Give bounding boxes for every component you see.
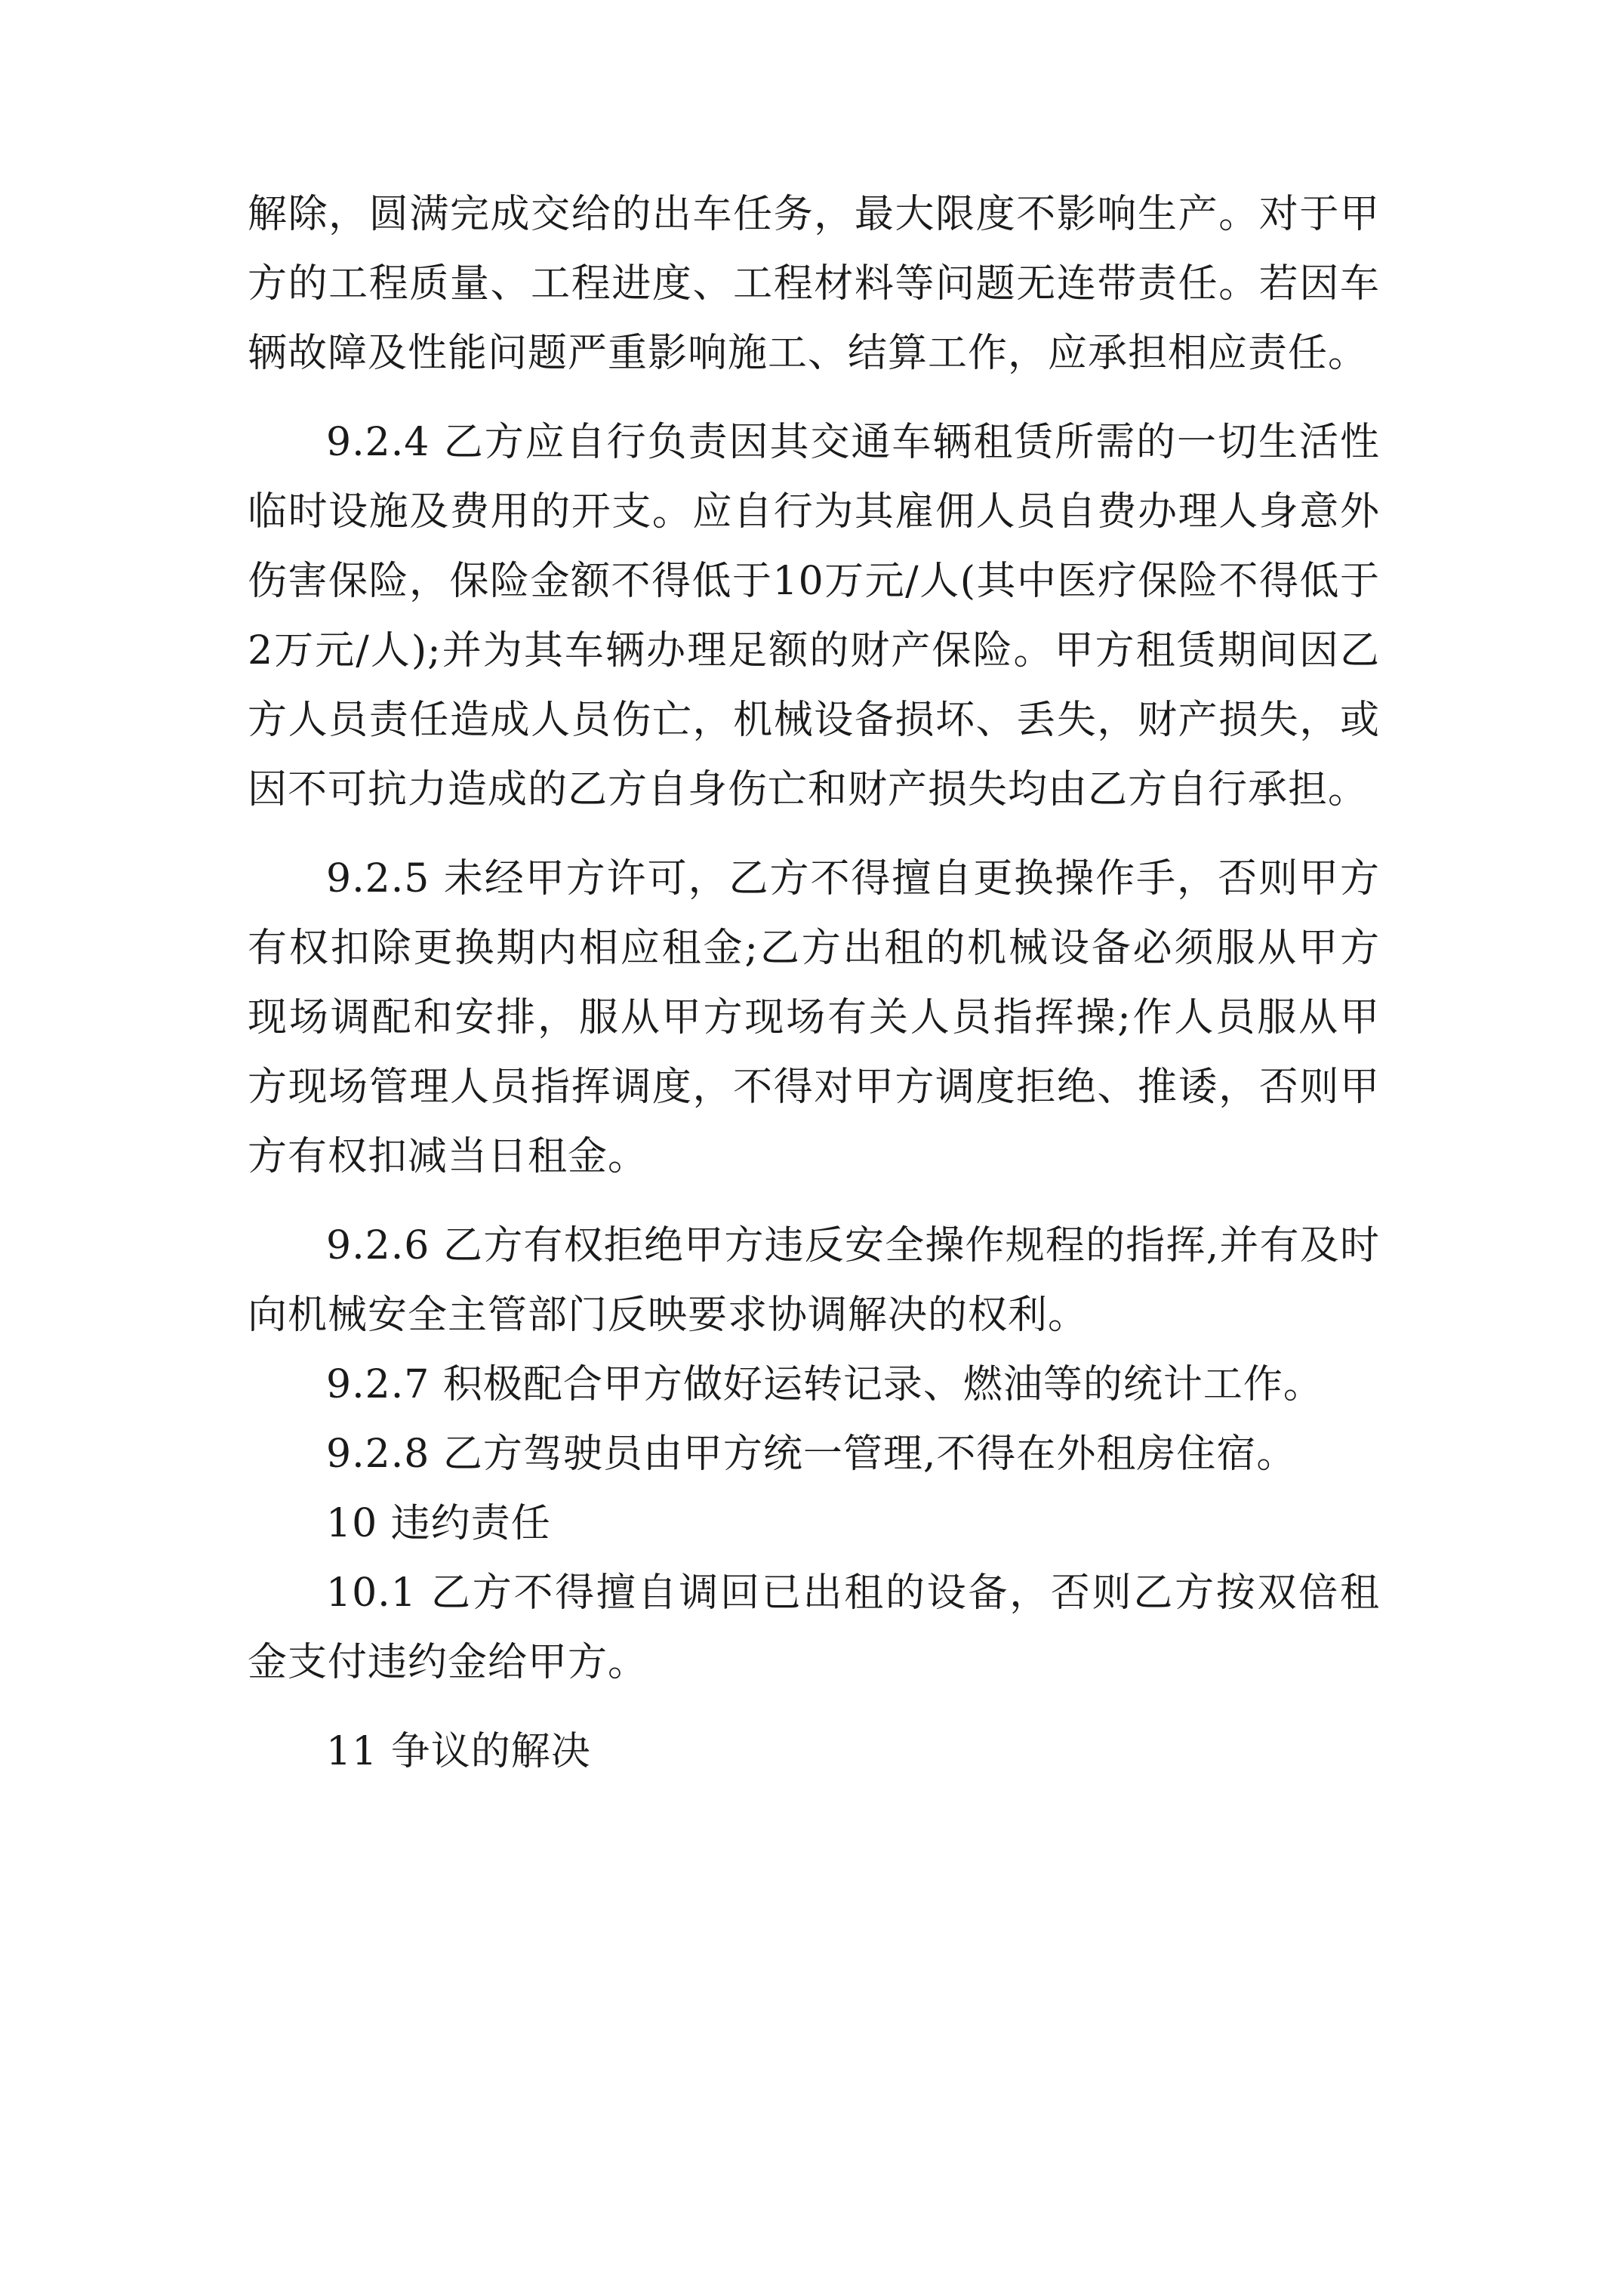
paragraph-9-2-7: 9.2.7 积极配合甲方做好运转记录、燃油等的统计工作。 <box>326 1362 1323 1407</box>
paragraph-9-2-6: 9.2.6 乙方有权拒绝甲方违反安全操作规程的指挥,并有及时向机械安全主管部门反映要求协调解决的权利。 <box>248 1223 1380 1338</box>
section-heading-11: 11 争议的解决 <box>326 1729 591 1774</box>
section-heading-10: 10 违约责任 <box>326 1501 551 1546</box>
paragraph-10-1: 10.1 乙方不得擅自调回已出租的设备，否则乙方按双倍租金支付违约金给甲方。 <box>248 1570 1380 1685</box>
paragraph-9-2-5: 9.2.5 未经甲方许可，乙方不得擅自更换操作手，否则甲方有权扣除更换期内相应租金;乙方出租的机械设备必须服从甲方现场调配和安排，服从甲方现场有关人员指挥操;作人员服从甲方现场管理人员指挥调度，不得对甲方调度拒绝、推诿，否则甲方有权扣减当日租金。 <box>248 856 1380 1179</box>
document-body <box>248 180 1380 1786</box>
paragraph-9-2-8: 9.2.8 乙方驾驶员由甲方统一管理,不得在外租房住宿。 <box>326 1432 1297 1477</box>
paragraph-continuation: 解除，圆满完成交给的出车任务，最大限度不影响生产。对于甲方的工程质量、工程进度、工程材料等问题无连带责任。若因车辆故障及性能问题严重影响施工、结算工作，应承担相应责任。 <box>248 192 1380 376</box>
paragraph-9-2-4: 9.2.4 乙方应自行负责因其交通车辆租赁所需的一切生活性临时设施及费用的开支。应自行为其雇佣人员自费办理人身意外伤害保险，保险金额不得低于10万元/人(其中医疗保险不得低于2万元/人);并为其车辆办理足额的财产保险。甲方租赁期间因乙方人员责任造成人员伤亡，机械设备损坏、丢失，财产损失，或因不可抗力造成的乙方自身伤亡和财产损失均由乙方自行承担。 <box>248 420 1380 812</box>
